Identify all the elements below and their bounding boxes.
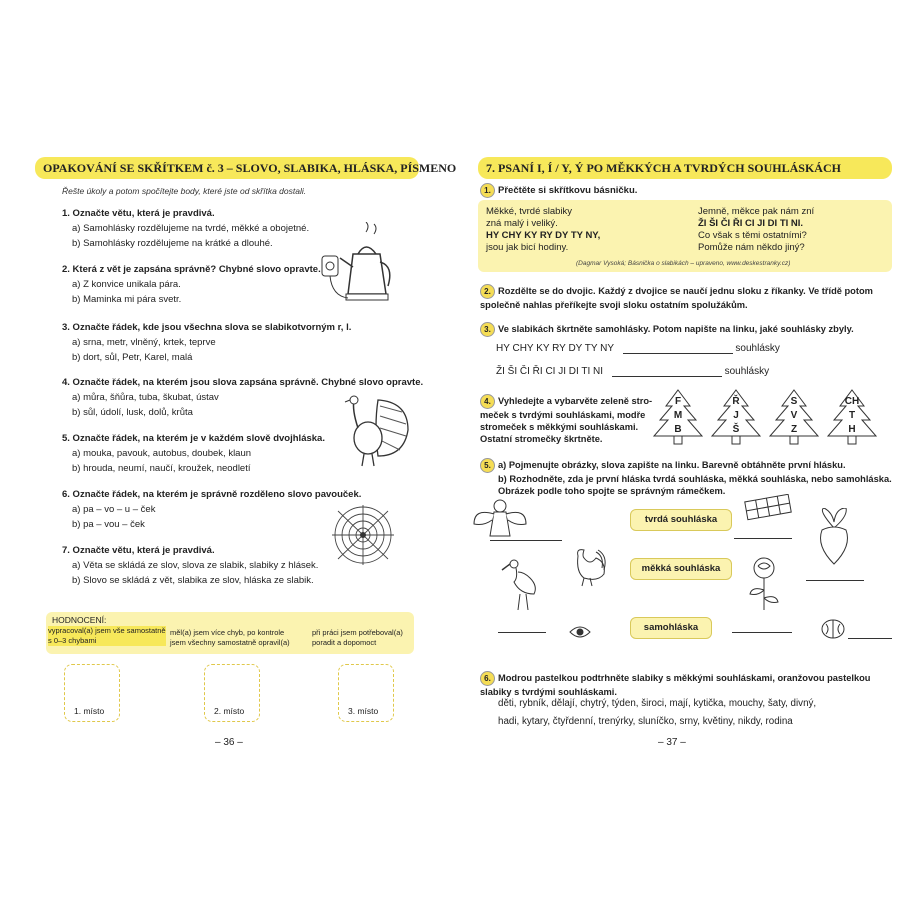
evaluation-criterion-2: měl(a) jsem více chyb, po kontrole jsem všechny samostatně opravil(a) xyxy=(170,628,290,647)
syllable-row-1: HY CHY KY RY DY TY NY souhlásky xyxy=(496,343,780,354)
rooster-icon xyxy=(568,546,608,588)
spider-web-icon xyxy=(330,503,396,567)
picture-line-walnut[interactable] xyxy=(848,638,892,639)
place-label-3: 3. místo xyxy=(348,706,379,716)
tree-1[interactable]: F M B xyxy=(652,388,704,451)
box-soft-consonant[interactable]: měkká souhláska xyxy=(630,558,732,580)
poem-right: Jemně, měkce pak nám zní ŽI ŠI ČI ŘI CI JI DI TI NI. Co však s těmi ostatními? Pomůže nám někdo jiný? xyxy=(698,206,815,253)
picture-line-stork[interactable] xyxy=(498,632,546,633)
task-1: 1. Přečtěte si skřítkovu básničku. xyxy=(480,183,637,198)
left-page-number: – 36 – xyxy=(215,737,243,748)
question-5: 5. Označte řádek, na kterém je v každém slově dvojhláska. a) mouka, pavouk, autobus, doubek, klaun b) hrouda, neumí, naučí, kroužek, neodletí xyxy=(62,433,325,474)
answer-line-1[interactable] xyxy=(623,353,733,354)
task-5: 5. a) Pojmenujte obrázky, slova zapište na linku. Barevně obtáhněte první hlásku. b) Rozhodněte, zda je první hláska tvrdá souhláska, měkká souhláska, nebo samohláska. Obrázek podle toho spojte se správným rámečkem. xyxy=(480,458,892,497)
task-2: 2. Rozdělte se do dvojic. Každý z dvojice se naučí jednu sloku z říkanky. Ve třídě potom společně nahlas přeříkejte svoji sloku ostatním spolužákům. xyxy=(480,285,873,310)
right-page-number: – 37 – xyxy=(658,737,686,748)
box-hard-consonant[interactable]: tvrdá souhláska xyxy=(630,509,732,531)
question-7: 7. Označte větu, která je pravdivá. a) Věta se skládá ze slov, slova ze slabik, slabiky z hlásek. b) Slovo se skládá z vět, slabika ze slov, hláska ze slabik. xyxy=(62,545,319,586)
task-4: 4. Vyhledejte a vybarvěte zeleně stro- meček s tvrdými souhláskami, modře stromeček s měkkými souhláskami. Ostatní stromečky škrtněte. xyxy=(480,395,653,444)
poem-left: Měkké, tvrdé slabiky zná malý i veliký. HY CHY KY RY DY TY NY, jsou jak bicí hodiny. xyxy=(486,206,601,253)
kettle-icon xyxy=(318,222,408,304)
chocolate-icon xyxy=(742,494,800,522)
tree-4[interactable]: CH T H xyxy=(826,388,878,451)
beet-icon xyxy=(814,508,854,566)
turkey-icon xyxy=(340,392,412,468)
question-1: 1. Označte větu, která je pravdivá. a) Samohlásky rozdělujeme na tvrdé, měkké a obojetné. b) Samohlásky rozdělujeme na krátké a dlouhé. xyxy=(62,208,310,249)
task-3: 3. Ve slabikách škrtněte samohlásky. Potom napište na linku, jaké souhlásky zbyly. xyxy=(480,322,854,337)
evaluation-box xyxy=(46,612,414,722)
words-line-1: děti, rybník, dělají, chytrý, týden, široci, mají, kytička, mouchy, šaty, divný, xyxy=(498,698,817,709)
right-page xyxy=(450,0,900,900)
picture-line-chocolate[interactable] xyxy=(734,538,792,539)
box-vowel[interactable]: samohláska xyxy=(630,617,712,639)
place-label-1: 1. místo xyxy=(74,706,105,716)
evaluation-criterion-3: při práci jsem potřeboval(a) poradit a dopomoct xyxy=(312,628,403,647)
walnut-icon xyxy=(820,618,846,640)
eye-icon xyxy=(568,624,592,640)
angel-icon xyxy=(472,496,528,540)
right-title: 7. PSANÍ I, Í / Y, Ý PO MĚKKÝCH A TVRDÝCH SOUHLÁSKÁCH xyxy=(478,157,892,179)
question-3: 3. Označte řádek, kde jsou všechna slova se slabikotvorným r, l. a) srna, metr, vlněný, krtek, teprve b) dort, sůl, Petr, Karel, malá xyxy=(62,322,352,363)
evaluation-label: HODNOCENÍ: xyxy=(52,615,107,625)
tree-3[interactable]: S V Z xyxy=(768,388,820,451)
poem-source: (Dagmar Vysoká; Básnička o slabikách – upraveno, www.deskestranky.cz) xyxy=(576,260,791,267)
left-intro: Řešte úkoly a potom spočítejte body, které jste od skřítka dostali. xyxy=(62,186,307,196)
tree-2[interactable]: Ř J Š xyxy=(710,388,762,451)
left-title: OPAKOVÁNÍ SE SKŘÍTKEM č. 3 – SLOVO, SLABIKA, HLÁSKA, PÍSMENO xyxy=(35,157,419,179)
question-4: 4. Označte řádek, na kterém jsou slova zapsána správně. Chybné slovo opravte. a) můra, šňůra, tuba, škubat, ústav b) sůl, údolí, lusk, dolů, krůta xyxy=(62,377,424,418)
question-6: 6. Označte řádek, na kterém je správně rozděleno slovo pavouček. a) pa – vo – u – ček b) pa – vou – ček xyxy=(62,489,362,530)
picture-line-eye[interactable] xyxy=(732,632,792,633)
place-label-2: 2. místo xyxy=(214,706,245,716)
rose-icon xyxy=(746,556,782,612)
words-line-2: hadi, kytary, čtyřdenní, trenýrky, sluníčko, srny, květiny, nikdy, rodina xyxy=(498,716,793,727)
evaluation-criterion-1: vypracoval(a) jsem vše samostatně s 0–3 chybami xyxy=(48,626,166,645)
task-6: 6. Modrou pastelkou podtrhněte slabiky s měkkými souhláskami, oranžovou pastelkou slabiky s tvrdými souhláskami. xyxy=(480,672,871,697)
question-2: 2. Která z vět je zapsána správně? Chybné slovo opravte. a) Z konvice unikala pára. b) Maminka mi pára svetr. xyxy=(62,264,321,305)
picture-line-rose[interactable] xyxy=(806,580,864,581)
picture-line-angel[interactable] xyxy=(490,540,562,541)
syllable-row-2: ŽI ŠI ČI ŘI CI JI DI TI NI souhlásky xyxy=(496,366,770,377)
answer-line-2[interactable] xyxy=(612,376,722,377)
stork-icon xyxy=(500,556,542,612)
